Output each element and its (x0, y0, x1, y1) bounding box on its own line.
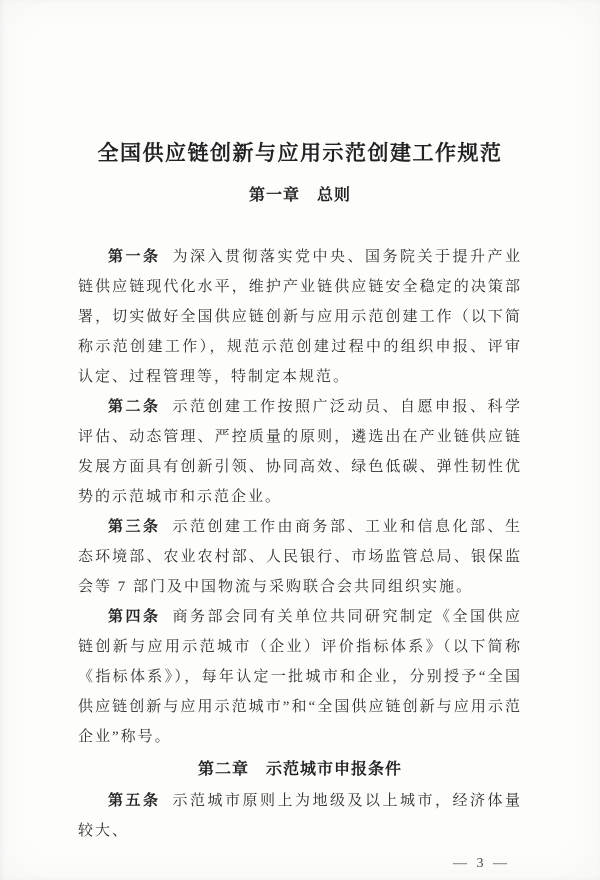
article-5 (78, 786, 522, 846)
chapter-2-heading: 第二章 示范城市申报条件 (197, 761, 402, 778)
article-2 (78, 392, 522, 512)
document-body (0, 242, 600, 872)
article-3-text: 示范创建工作由商务部、工业和信息化部、生态环境部、农业农村部、人民银行、市场监管总局、银保监会等 7 部门及中国物流与采购联合会共同组织实施。 (78, 519, 522, 595)
page-number: — 3 — (453, 856, 510, 871)
article-1-label: 第一条 (108, 249, 161, 265)
article-2-text: 示范创建工作按照广泛动员、自愿申报、科学评估、动态管理、严控质量的原则，遴选出在产业链供应链发展方面具有创新引领、协同高效、绿色低碳、弹性韧性优势的示范城市和示范企业。 (78, 399, 522, 505)
document-title: 全国供应链创新与应用示范创建工作规范 (97, 141, 503, 165)
article-3 (78, 512, 522, 602)
article-1 (78, 242, 522, 392)
article-4-text: 商务部会同有关单位共同研究制定《全国供应链创新与应用示范城市（企业）评价指标体系》（以下简称《指标体系》），每年认定一批城市和企业，分别授予“全国供应链创新与应用示范城市”和“全国供应链创新与应用示范企业”称号。 (78, 609, 522, 745)
article-3-label: 第三条 (108, 519, 161, 535)
article-1-text: 为深入贯彻落实党中央、国务院关于提升产业链供应链现代化水平，维护产业链供应链安全稳定的决策部署，切实做好全国供应链创新与应用示范创建工作（以下简称示范创建工作），规范示范创建过程中的组织申报、评审认定、过程管理等，特制定本规范。 (78, 249, 522, 385)
chapter-1-heading: 第一章 总则 (248, 187, 351, 204)
article-5-text: 示范城市原则上为地级及以上城市，经济体量较大、 (78, 793, 522, 839)
article-4-label: 第四条 (108, 609, 161, 625)
article-5-label: 第五条 (108, 793, 161, 809)
article-4 (78, 602, 522, 752)
article-2-label: 第二条 (108, 399, 161, 415)
